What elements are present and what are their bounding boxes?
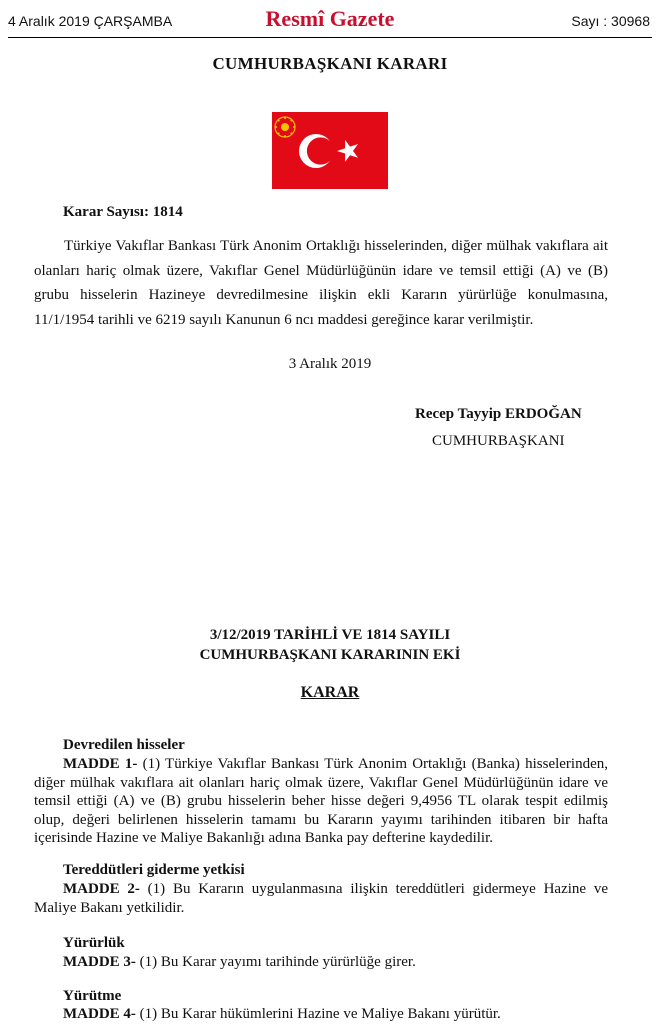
article-3-label: MADDE 3- <box>63 954 136 970</box>
article-1-text: (1) Türkiye Vakıflar Bankası Türk Anonim Ortaklığı (Banka) hisselerinden, diğer mülhak vakıflara ait olanları hariç olmak üzere, Vakıflar Genel Müdürlüğünün idare ve temsil ettiği (A) ve (B) grubu hisselerin beher hisse değeri 9,4956 TL olarak tespit edilmiş olup, değeri belirlenen hisselerin tamamı bu Kararın yayımı tarihinden itibaren bir hafta içerisinde Hazine ve Maliye Bakanlığı adına Banka pay defterine kaydedilir. <box>34 756 608 846</box>
article-4-heading: Yürütme <box>63 988 122 1004</box>
signer-title: CUMHURBAŞKANI <box>432 433 565 449</box>
decision-date: 3 Aralık 2019 <box>288 356 372 372</box>
article-1-label: MADDE 1- <box>63 756 138 772</box>
gazette-title: Resmî Gazete <box>265 6 395 31</box>
annex-title-line2: CUMHURBAŞKANI KARARININ EKİ <box>199 647 461 663</box>
article-2 <box>34 880 608 917</box>
annex-title <box>0 625 660 665</box>
article-3 <box>34 953 608 972</box>
publication-date: 4 Aralık 2019 ÇARŞAMBA <box>8 13 173 29</box>
gazette-header <box>0 0 660 40</box>
article-3-text: (1) Bu Karar yayımı tarihinde yürürlüğe girer. <box>135 954 416 970</box>
annex-title-line1: 3/12/2019 TARİHLİ VE 1814 SAYILI <box>209 627 451 643</box>
document-title: CUMHURBAŞKANI KARARI <box>212 54 448 73</box>
article-4-label: MADDE 4- <box>63 1006 136 1022</box>
article-1 <box>34 755 608 848</box>
signer-name: Recep Tayyip ERDOĞAN <box>415 406 582 422</box>
header-divider <box>8 37 652 38</box>
decision-body: Türkiye Vakıflar Bankası Türk Anonim Ortaklığı hisselerinden, diğer mülhak vakıflara ait olanları hariç olmak üzere, Vakıflar Genel Müdürlüğünün idare ve temsil ettiği (A) ve (B) grubu hisselerin Hazineye devredilmesine ilişkin ekli Kararın yürürlüğe konulmasına, 11/1/1954 tarihli ve 6219 sayılı Kanunun 6 ncı maddesi gereğince karar verilmiştir. <box>34 238 608 328</box>
article-4 <box>34 1005 608 1024</box>
issue-number: Sayı : 30968 <box>571 13 650 29</box>
article-3-heading: Yürürlük <box>63 935 125 951</box>
article-2-text: (1) Bu Kararın uygulanmasına ilişkin tereddütleri gidermeye Hazine ve Maliye Bakanı yetkilidir. <box>34 881 608 916</box>
article-2-heading: Tereddütleri giderme yetkisi <box>63 862 245 878</box>
article-4-text: (1) Bu Karar hükümlerini Hazine ve Maliye Bakanı yürütür. <box>135 1006 501 1022</box>
decision-number: Karar Sayısı: 1814 <box>63 204 183 220</box>
article-1-heading: Devredilen hisseler <box>63 737 185 753</box>
karar-heading: KARAR <box>300 684 360 701</box>
presidential-flag-icon <box>272 112 388 189</box>
article-2-label: MADDE 2- <box>63 881 140 897</box>
